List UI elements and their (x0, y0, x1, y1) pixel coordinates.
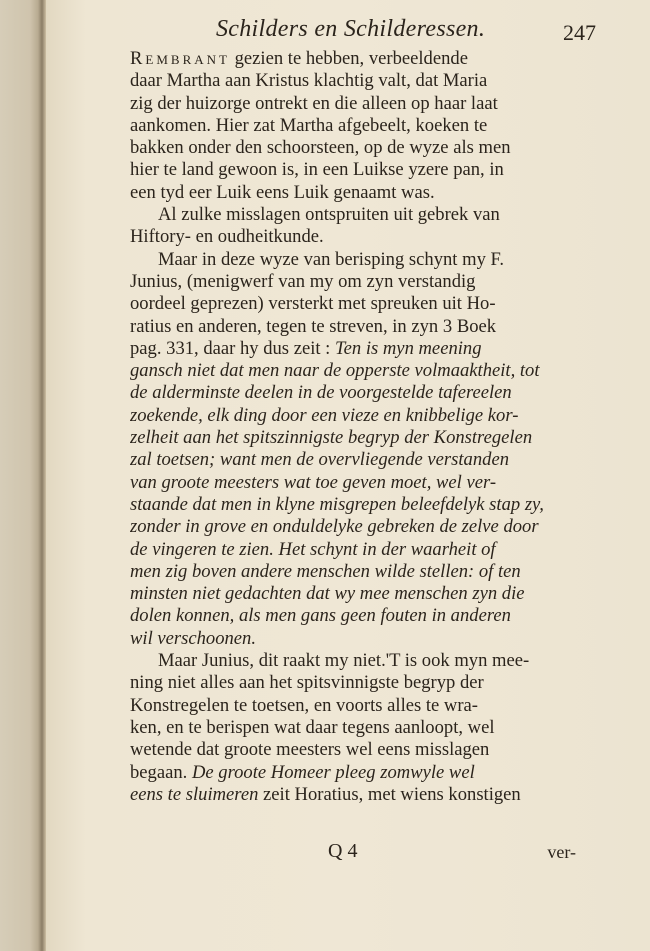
text-line (130, 382, 576, 404)
paragraph (130, 249, 576, 650)
text-line (130, 360, 576, 382)
italic-quote-text: de vingeren te zien. Het schynt in der waarheit of (130, 538, 496, 560)
italic-quote-text: zelheit aan het spitszinnigste begryp der Konstregelen (130, 427, 533, 449)
paragraph (130, 204, 576, 249)
text-segment: oordeel geprezen) versterkt met spreuken uit Ho- (130, 293, 496, 315)
text-segment: zeit Horatius, met wiens konstigen (258, 783, 521, 805)
text-segment: ken, en te berispen wat daar tegens aanloopt, wel (130, 716, 495, 738)
text-line (130, 115, 576, 137)
text-line (130, 48, 576, 70)
page-footer (130, 840, 576, 870)
text-line (130, 204, 576, 226)
text-segment: Hiftory- en oudheitkunde. (130, 226, 324, 248)
italic-quote-text: wil verschoonen. (130, 627, 256, 649)
book-page (46, 0, 650, 951)
text-line (130, 583, 576, 605)
text-line (130, 739, 576, 761)
paragraph (130, 48, 576, 204)
text-line (130, 249, 576, 271)
text-segment: pag. 331, daar hy dus zeit : (130, 337, 335, 359)
text-line (130, 561, 576, 583)
text-segment: Rembrant (130, 48, 230, 69)
italic-quote-text: gansch niet dat men naar de opperste volmaaktheit, tot (130, 360, 540, 382)
text-line (130, 93, 576, 115)
text-line (130, 271, 576, 293)
text-segment: bakken onder den schoorsteen, op de wyze als men (130, 137, 511, 159)
text-segment: hier te land gewoon is, in een Luikse yzere pan, in (130, 159, 504, 181)
page-number: 247 (563, 20, 596, 45)
text-line (130, 338, 576, 360)
text-segment: ratius en anderen, tegen te streven, in zyn 3 Boek (130, 315, 497, 337)
text-segment: gezien te hebben, verbeeldende (229, 48, 468, 69)
italic-quote-text: eens te sluimeren (130, 783, 259, 805)
italic-quote-text: minsten niet gedachten dat wy mee menschen zyn die (130, 583, 525, 605)
text-line (130, 316, 576, 338)
text-segment: begaan. (130, 761, 192, 783)
text-line (130, 182, 576, 204)
italic-quote-text: men zig boven andere menschen wilde stellen: of ten (130, 560, 521, 582)
text-segment: daar Martha aan Kristus klachtig valt, dat Maria (130, 70, 488, 92)
text-segment: Maar Junius, dit raakt my niet.'T is ook myn mee- (158, 650, 530, 672)
italic-quote-text: van groote meesters wat toe geven moet, wel ver- (130, 471, 497, 493)
text-line (130, 70, 576, 92)
text-line (130, 650, 576, 672)
body-text (130, 48, 576, 806)
text-line (130, 605, 576, 627)
text-line (130, 427, 576, 449)
text-segment: een tyd eer Luik eens Luik genaamt was. (130, 181, 435, 203)
italic-quote-text: dolen konnen, als men gans geen fouten in anderen (130, 605, 511, 627)
book-binding-gutter (0, 0, 46, 951)
text-line (130, 472, 576, 494)
catchword: ver- (547, 842, 576, 862)
text-line (130, 405, 576, 427)
text-line (130, 672, 576, 694)
paragraph (130, 650, 576, 806)
text-line (130, 159, 576, 181)
text-line (130, 539, 576, 561)
text-line (130, 784, 576, 806)
text-segment: Al zulke misslagen ontspruiten uit gebrek van (158, 204, 500, 226)
italic-quote-text: zoekende, elk ding door een vieze en knibbelige kor- (130, 404, 519, 426)
page-header (166, 14, 596, 48)
italic-quote-text: staande dat men in klyne misgrepen beleefdelyk stap zy, (130, 493, 544, 515)
text-segment: Konstregelen te toetsen, en voorts alles te wra- (130, 694, 478, 716)
italic-quote-text: zonder in grove en onduldelyke gebreken de zelve door (130, 516, 539, 538)
text-line (130, 628, 576, 650)
running-title: Schilders en Schilderessen. (216, 16, 486, 42)
text-segment: ning niet alles aan het spitsvinnigste begryp der (130, 672, 484, 694)
text-line (130, 494, 576, 516)
text-segment: Maar in deze wyze van berisping schynt my F. (158, 248, 505, 270)
text-line (130, 516, 576, 538)
italic-quote-text: de alderminste deelen in de voorgestelde tafereelen (130, 382, 512, 404)
italic-quote-text: zal toetsen; want men de overvliegende verstanden (130, 449, 509, 471)
text-segment: aankomen. Hier zat Martha afgebeelt, koeken te (130, 114, 488, 136)
italic-quote-text: De groote Homeer pleeg zomwyle wel (191, 761, 475, 783)
text-line (130, 762, 576, 784)
signature-mark: Q 4 (328, 840, 358, 862)
text-segment: Junius, (menigwerf van my om zyn verstandig (130, 270, 476, 292)
text-segment: wetende dat groote meesters wel eens misslagen (130, 739, 490, 761)
text-line (130, 717, 576, 739)
text-line (130, 226, 576, 248)
text-line (130, 449, 576, 471)
italic-quote-text: Ten is myn meening (335, 337, 482, 359)
text-line (130, 695, 576, 717)
text-segment: zig der huizorge ontrekt en die alleen op haar laat (130, 92, 498, 114)
text-line (130, 293, 576, 315)
text-line (130, 137, 576, 159)
